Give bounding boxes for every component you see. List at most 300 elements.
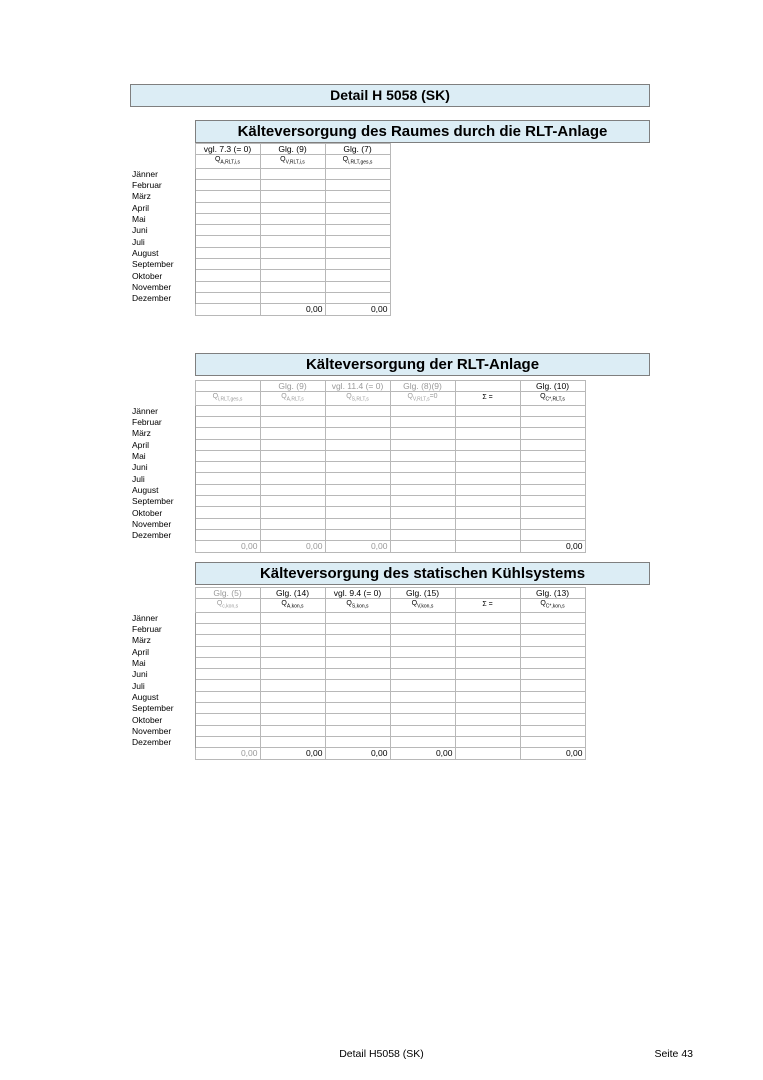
value-cell xyxy=(325,725,390,736)
equation-reference: Glg. (15) xyxy=(390,588,455,599)
value-cell xyxy=(195,473,260,484)
equation-reference: Glg. (9) xyxy=(260,144,325,155)
total-value: 0,00 xyxy=(520,748,585,759)
quantity-symbol xyxy=(390,599,455,612)
value-cell xyxy=(260,405,325,416)
month-row xyxy=(130,691,585,702)
equation-reference: Glg. (8)(9) xyxy=(390,381,455,392)
value-cell xyxy=(520,736,585,747)
symbol-subscript: i,RLT,ges,s xyxy=(348,159,373,166)
value-cell xyxy=(260,507,325,518)
quantity-symbol xyxy=(325,599,390,612)
value-cell xyxy=(195,669,260,680)
value-cell xyxy=(455,439,520,450)
value-cell xyxy=(325,484,390,495)
value-cell xyxy=(260,635,325,646)
value-cell xyxy=(260,439,325,450)
value-cell xyxy=(455,405,520,416)
value-cell xyxy=(325,405,390,416)
symbol-main: Q xyxy=(342,156,349,164)
value-cell xyxy=(390,714,455,725)
value-cell xyxy=(260,529,325,540)
equation-reference: Glg. (9) xyxy=(260,381,325,392)
value-cell xyxy=(325,225,390,236)
value-cell xyxy=(390,657,455,668)
month-label: April xyxy=(130,646,195,657)
value-cell xyxy=(455,680,520,691)
reference-row xyxy=(130,144,390,155)
month-row xyxy=(130,529,585,540)
value-cell xyxy=(390,725,455,736)
symbol-row xyxy=(130,155,390,168)
value-cell xyxy=(195,736,260,747)
month-label: März xyxy=(130,191,195,202)
value-cell xyxy=(455,657,520,668)
month-row xyxy=(130,623,585,634)
corner-cell xyxy=(130,541,195,552)
value-cell xyxy=(195,416,260,427)
value-cell xyxy=(325,646,390,657)
symbol-main: Q xyxy=(540,600,546,608)
month-row xyxy=(130,236,390,247)
month-row xyxy=(130,462,585,473)
value-cell xyxy=(325,669,390,680)
value-cell xyxy=(195,518,260,529)
value-cell xyxy=(195,292,260,303)
section-title-room-cooling: Kälteversorgung des Raumes durch die RLT-Anlage xyxy=(195,120,650,143)
page-title: Detail H 5058 (SK) xyxy=(130,84,650,107)
value-cell xyxy=(520,703,585,714)
month-label: Juli xyxy=(130,236,195,247)
value-cell xyxy=(325,703,390,714)
equation-reference: Glg. (14) xyxy=(260,588,325,599)
footer-title: Detail H5058 (SK) xyxy=(339,1048,424,1060)
value-cell xyxy=(325,450,390,461)
value-cell xyxy=(260,725,325,736)
month-row xyxy=(130,484,585,495)
value-cell xyxy=(390,635,455,646)
value-cell xyxy=(195,623,260,634)
value-cell xyxy=(520,612,585,623)
value-cell xyxy=(195,439,260,450)
section-title-rlt-cooling: Kälteversorgung der RLT-Anlage xyxy=(195,353,650,376)
month-label: November xyxy=(130,518,195,529)
value-cell xyxy=(455,462,520,473)
symbol-main: Q xyxy=(407,393,413,401)
month-row xyxy=(130,405,585,416)
month-label: September xyxy=(130,496,195,507)
value-cell xyxy=(390,484,455,495)
value-cell xyxy=(260,179,325,190)
value-cell xyxy=(455,703,520,714)
equation-reference xyxy=(455,588,520,599)
quantity-symbol xyxy=(325,155,390,168)
symbol-subscript: c,kon,s xyxy=(222,603,239,610)
month-row xyxy=(130,518,585,529)
symbol-subscript: A,RLT,s xyxy=(286,396,304,403)
value-cell xyxy=(455,507,520,518)
reference-row xyxy=(130,381,585,392)
value-cell xyxy=(325,247,390,258)
value-cell xyxy=(390,405,455,416)
value-cell xyxy=(325,191,390,202)
value-cell xyxy=(520,484,585,495)
value-cell xyxy=(520,496,585,507)
corner-cell xyxy=(130,392,195,405)
quantity-symbol xyxy=(325,392,390,405)
value-cell xyxy=(195,529,260,540)
value-cell xyxy=(195,703,260,714)
value-cell xyxy=(390,462,455,473)
quantity-symbol xyxy=(195,392,260,405)
value-cell xyxy=(520,691,585,702)
month-label: April xyxy=(130,439,195,450)
total-value: 0,00 xyxy=(390,748,455,759)
value-cell xyxy=(325,281,390,292)
value-cell xyxy=(260,213,325,224)
value-cell xyxy=(325,179,390,190)
equation-reference xyxy=(195,381,260,392)
quantity-symbol xyxy=(520,599,585,612)
symbol-main: Σ = xyxy=(482,394,493,402)
equation-reference xyxy=(455,381,520,392)
month-label: Dezember xyxy=(130,529,195,540)
value-cell xyxy=(195,496,260,507)
value-cell xyxy=(260,496,325,507)
month-label: März xyxy=(130,428,195,439)
equation-reference: vgl. 7.3 (= 0) xyxy=(195,144,260,155)
value-cell xyxy=(455,669,520,680)
value-cell xyxy=(260,680,325,691)
value-cell xyxy=(455,428,520,439)
value-cell xyxy=(195,225,260,236)
month-label: Mai xyxy=(130,450,195,461)
value-cell xyxy=(390,646,455,657)
value-cell xyxy=(325,612,390,623)
month-label: August xyxy=(130,484,195,495)
month-row xyxy=(130,247,390,258)
total-value: 0,00 xyxy=(260,304,325,315)
value-cell xyxy=(455,691,520,702)
symbol-subscript: A,RLT,i,s xyxy=(220,159,241,166)
month-label: Dezember xyxy=(130,292,195,303)
value-cell xyxy=(195,405,260,416)
month-row xyxy=(130,736,585,747)
value-cell xyxy=(520,646,585,657)
value-cell xyxy=(520,462,585,473)
equation-reference: Glg. (5) xyxy=(195,588,260,599)
month-row xyxy=(130,703,585,714)
value-cell xyxy=(325,416,390,427)
month-label: August xyxy=(130,691,195,702)
value-cell xyxy=(195,484,260,495)
corner-cell xyxy=(130,144,195,155)
value-cell xyxy=(260,191,325,202)
value-cell xyxy=(390,612,455,623)
value-cell xyxy=(195,691,260,702)
value-cell xyxy=(455,496,520,507)
month-row xyxy=(130,259,390,270)
month-row xyxy=(130,680,585,691)
value-cell xyxy=(520,529,585,540)
value-cell xyxy=(455,473,520,484)
symbol-main: Q xyxy=(411,600,418,608)
month-label: Jänner xyxy=(130,612,195,623)
value-cell xyxy=(325,691,390,702)
value-cell xyxy=(195,507,260,518)
value-cell xyxy=(390,669,455,680)
quantity-symbol xyxy=(260,155,325,168)
value-cell xyxy=(325,736,390,747)
month-label: Dezember xyxy=(130,736,195,747)
month-row xyxy=(130,450,585,461)
month-label: Mai xyxy=(130,657,195,668)
quantity-symbol xyxy=(520,392,585,405)
total-value: 0,00 xyxy=(520,541,585,552)
corner-cell xyxy=(130,599,195,612)
total-value: 0,00 xyxy=(260,748,325,759)
month-row xyxy=(130,496,585,507)
value-cell xyxy=(390,736,455,747)
value-cell xyxy=(455,450,520,461)
month-row xyxy=(130,714,585,725)
value-cell xyxy=(325,259,390,270)
value-cell xyxy=(325,529,390,540)
quantity-symbol xyxy=(455,599,520,612)
value-cell xyxy=(260,736,325,747)
month-label: September xyxy=(130,703,195,714)
total-value xyxy=(390,541,455,552)
value-cell xyxy=(520,428,585,439)
symbol-main: Q xyxy=(540,393,546,401)
value-cell xyxy=(455,416,520,427)
month-label: März xyxy=(130,635,195,646)
value-cell xyxy=(260,202,325,213)
value-cell xyxy=(390,416,455,427)
value-cell xyxy=(520,669,585,680)
month-row xyxy=(130,669,585,680)
total-value xyxy=(195,304,260,315)
symbol-subscript: V,kon,s xyxy=(417,603,434,610)
value-cell xyxy=(325,202,390,213)
value-cell xyxy=(520,473,585,484)
month-label: Mai xyxy=(130,213,195,224)
month-label: November xyxy=(130,281,195,292)
value-cell xyxy=(325,270,390,281)
value-cell xyxy=(520,623,585,634)
value-cell xyxy=(390,529,455,540)
value-cell xyxy=(260,168,325,179)
value-cell xyxy=(325,623,390,634)
value-cell xyxy=(260,450,325,461)
value-cell xyxy=(390,680,455,691)
value-cell xyxy=(455,725,520,736)
value-cell xyxy=(195,179,260,190)
equation-reference: Glg. (13) xyxy=(520,588,585,599)
totals-row xyxy=(130,541,585,552)
quantity-symbol xyxy=(195,155,260,168)
symbol-subscript: C*,kon,s xyxy=(545,603,565,610)
value-cell xyxy=(390,439,455,450)
value-cell xyxy=(260,518,325,529)
value-cell xyxy=(390,450,455,461)
month-label: Juli xyxy=(130,473,195,484)
month-label: Oktober xyxy=(130,714,195,725)
symbol-main: Q xyxy=(281,600,287,608)
value-cell xyxy=(455,623,520,634)
month-label: September xyxy=(130,259,195,270)
value-cell xyxy=(195,191,260,202)
value-cell xyxy=(195,680,260,691)
value-cell xyxy=(260,270,325,281)
symbol-row xyxy=(130,599,585,612)
value-cell xyxy=(520,405,585,416)
value-cell xyxy=(390,507,455,518)
value-cell xyxy=(260,292,325,303)
table-rlt-cooling xyxy=(130,380,586,553)
symbol-main: Q xyxy=(214,156,221,164)
value-cell xyxy=(390,623,455,634)
value-cell xyxy=(455,635,520,646)
month-label: August xyxy=(130,247,195,258)
value-cell xyxy=(260,657,325,668)
month-row xyxy=(130,439,585,450)
value-cell xyxy=(325,507,390,518)
value-cell xyxy=(195,270,260,281)
symbol-subscript: V,RLT,i,s xyxy=(285,159,305,166)
value-cell xyxy=(455,612,520,623)
value-cell xyxy=(260,646,325,657)
totals-row xyxy=(130,748,585,759)
symbol-subscript: S,RLT,s xyxy=(351,396,369,403)
month-row xyxy=(130,225,390,236)
value-cell xyxy=(520,680,585,691)
month-row xyxy=(130,202,390,213)
value-cell xyxy=(325,292,390,303)
value-cell xyxy=(260,247,325,258)
value-cell xyxy=(260,669,325,680)
table-static-cooling xyxy=(130,587,586,760)
value-cell xyxy=(195,202,260,213)
total-value xyxy=(455,541,520,552)
month-label: Februar xyxy=(130,623,195,634)
month-row xyxy=(130,646,585,657)
month-row xyxy=(130,168,390,179)
value-cell xyxy=(260,714,325,725)
value-cell xyxy=(520,714,585,725)
symbol-subscript: A,kon,s xyxy=(286,603,304,610)
symbol-main: Q xyxy=(281,393,287,401)
footer-page-number: Seite 43 xyxy=(654,1048,693,1060)
value-cell xyxy=(325,236,390,247)
value-cell xyxy=(195,213,260,224)
value-cell xyxy=(520,507,585,518)
month-label: Jänner xyxy=(130,168,195,179)
total-value: 0,00 xyxy=(195,541,260,552)
month-label: Oktober xyxy=(130,507,195,518)
value-cell xyxy=(260,612,325,623)
month-row xyxy=(130,473,585,484)
value-cell xyxy=(195,714,260,725)
total-value: 0,00 xyxy=(195,748,260,759)
symbol-row xyxy=(130,392,585,405)
value-cell xyxy=(520,450,585,461)
value-cell xyxy=(260,259,325,270)
value-cell xyxy=(260,623,325,634)
value-cell xyxy=(260,691,325,702)
value-cell xyxy=(195,428,260,439)
symbol-main: Q xyxy=(280,156,286,164)
total-value: 0,00 xyxy=(325,748,390,759)
month-label: Juni xyxy=(130,225,195,236)
value-cell xyxy=(260,462,325,473)
value-cell xyxy=(455,518,520,529)
value-cell xyxy=(195,236,260,247)
month-row xyxy=(130,292,390,303)
value-cell xyxy=(195,725,260,736)
value-cell xyxy=(195,450,260,461)
value-cell xyxy=(195,168,260,179)
value-cell xyxy=(390,518,455,529)
value-cell xyxy=(195,259,260,270)
corner-cell xyxy=(130,155,195,168)
value-cell xyxy=(260,236,325,247)
value-cell xyxy=(390,691,455,702)
month-label: November xyxy=(130,725,195,736)
table-room-cooling xyxy=(130,143,391,316)
equation-reference: Glg. (7) xyxy=(325,144,390,155)
value-cell xyxy=(520,635,585,646)
month-label: Oktober xyxy=(130,270,195,281)
value-cell xyxy=(195,635,260,646)
value-cell xyxy=(520,657,585,668)
value-cell xyxy=(390,428,455,439)
month-row xyxy=(130,507,585,518)
symbol-main: Q xyxy=(346,600,352,608)
month-label: Februar xyxy=(130,416,195,427)
value-cell xyxy=(520,439,585,450)
value-cell xyxy=(325,496,390,507)
total-value: 0,00 xyxy=(260,541,325,552)
value-cell xyxy=(260,484,325,495)
value-cell xyxy=(260,473,325,484)
month-row xyxy=(130,213,390,224)
value-cell xyxy=(520,416,585,427)
corner-cell xyxy=(130,748,195,759)
month-row xyxy=(130,612,585,623)
value-cell xyxy=(455,484,520,495)
value-cell xyxy=(520,518,585,529)
equation-reference: Glg. (10) xyxy=(520,381,585,392)
symbol-suffix: =0 xyxy=(429,393,438,401)
month-label: Juni xyxy=(130,669,195,680)
month-label: Juni xyxy=(130,462,195,473)
value-cell xyxy=(390,473,455,484)
value-cell xyxy=(325,168,390,179)
value-cell xyxy=(195,646,260,657)
month-row xyxy=(130,270,390,281)
value-cell xyxy=(195,462,260,473)
value-cell xyxy=(455,646,520,657)
total-value: 0,00 xyxy=(325,304,390,315)
value-cell xyxy=(325,518,390,529)
symbol-main: Q xyxy=(346,393,352,401)
value-cell xyxy=(195,657,260,668)
symbol-subscript: C*,RLT,s xyxy=(545,396,565,403)
value-cell xyxy=(260,703,325,714)
reference-row xyxy=(130,588,585,599)
symbol-main: Q xyxy=(212,393,219,401)
